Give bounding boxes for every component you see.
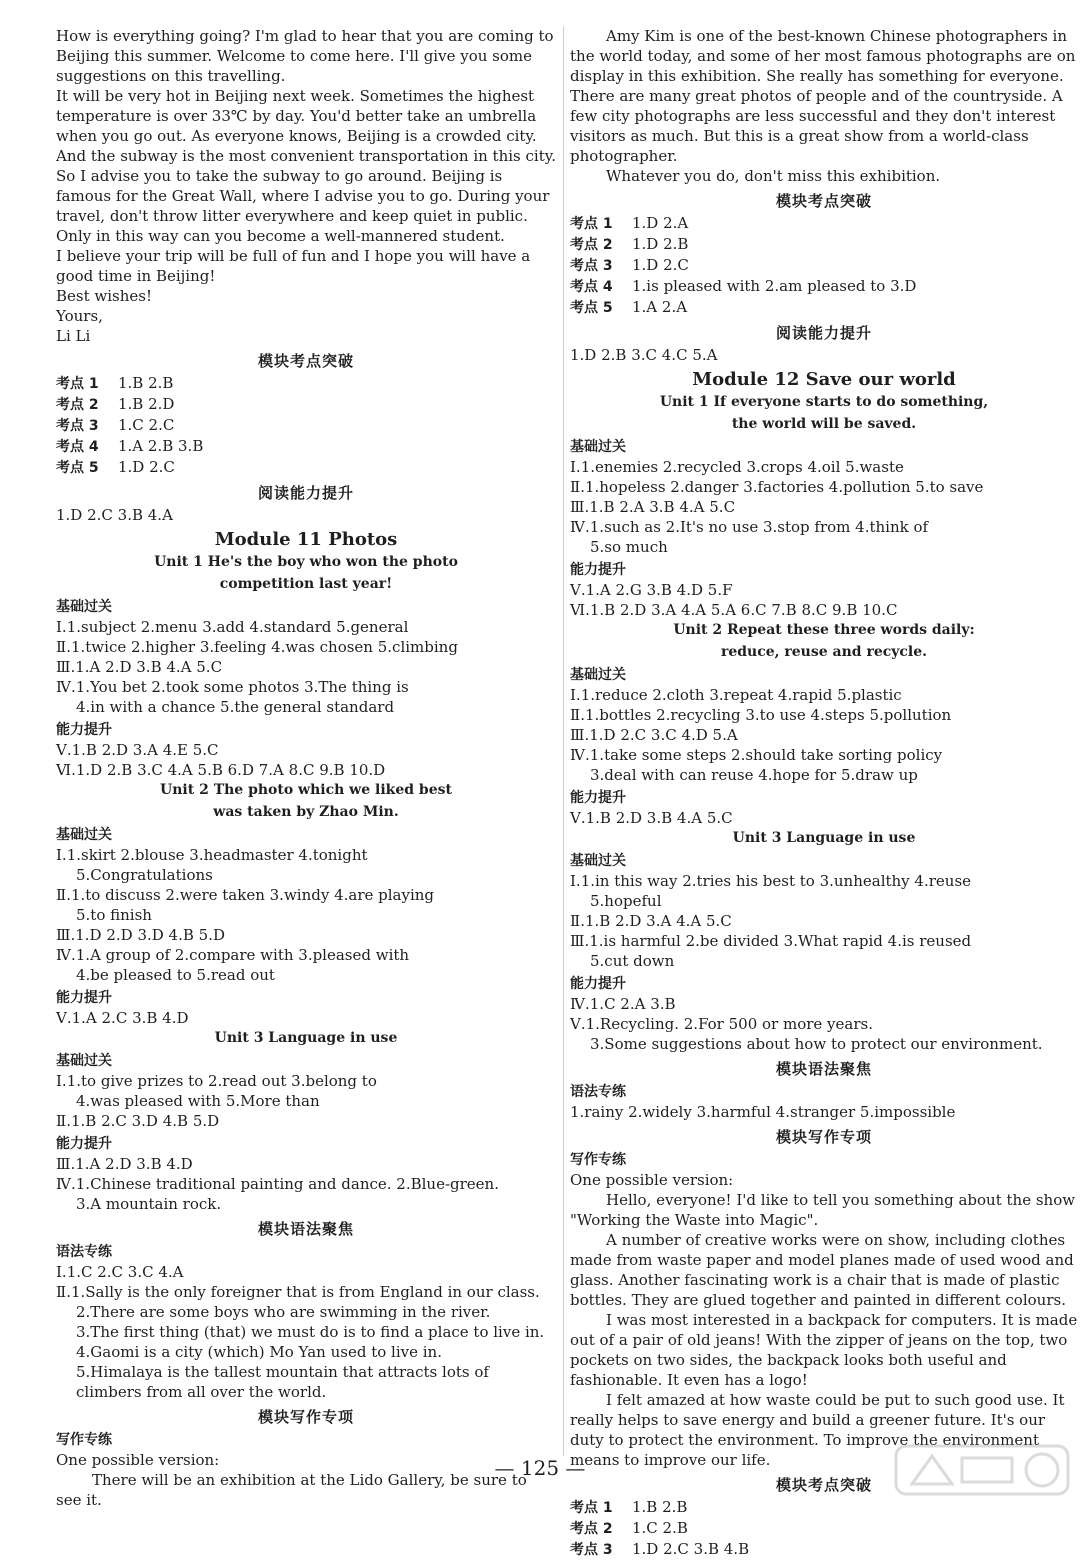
kaodian-label: 考点 1 bbox=[570, 1500, 613, 1516]
answer-line: 5.so much bbox=[590, 538, 668, 556]
unit-title: reduce, reuse and recycle. bbox=[720, 644, 928, 660]
kaodian-answers: 1.D 2.A bbox=[632, 214, 689, 232]
section-title: 模块考点突破 bbox=[257, 352, 354, 370]
answer-line: 4.be pleased to 5.read out bbox=[76, 966, 275, 984]
reading-answers: 1.D 2.B 3.C 4.C 5.A bbox=[570, 346, 718, 364]
answer-line: Ⅱ.1.Sally is the only foreigner that is from England in our class. bbox=[56, 1283, 540, 1301]
subsection-title: 语法专练 bbox=[56, 1244, 112, 1260]
kaodian-answers: 1.A 2.A bbox=[632, 298, 688, 316]
answer-line: Ⅴ.1.Recycling. 2.For 500 or more years. bbox=[570, 1015, 873, 1033]
answer-line: 5.to finish bbox=[76, 906, 152, 924]
answer-line: Ⅴ.1.B 2.D 3.A 4.E 5.C bbox=[56, 741, 219, 759]
writing-intro: One possible version: bbox=[56, 1451, 220, 1469]
answer-line: 1.rainy 2.widely 3.harmful 4.stranger 5.impossible bbox=[570, 1103, 956, 1121]
kaodian-answers: 1.D 2.B bbox=[632, 235, 689, 253]
kaodian-label: 考点 1 bbox=[56, 376, 99, 392]
unit-title: the world will be saved. bbox=[731, 416, 917, 432]
section-title: 模块语法聚焦 bbox=[257, 1220, 354, 1238]
answer-line: 4.in with a chance 5.the general standard bbox=[76, 698, 395, 716]
writing-paragraph: I felt amazed at how waste could be put to such good use. It really helps to save energy and build a greener future. It's our duty to protect the environment. To improve the environment means to improve our life. bbox=[570, 1391, 1065, 1469]
answer-line: Ⅰ.1.C 2.C 3.C 4.A bbox=[56, 1263, 184, 1281]
writing-paragraph: I was most interested in a backpack for computers. It is made out of a pair of old jeans! With the zipper of jeans on the top, two pockets on two sides, the backpack looks both useful and fashionable. It even has a logo! bbox=[570, 1311, 1078, 1389]
kaodian-row bbox=[570, 1539, 1078, 1560]
subsection-title: 基础过关 bbox=[570, 439, 626, 455]
answer-line: Ⅰ.1.subject 2.menu 3.add 4.standard 5.general bbox=[56, 618, 409, 636]
kaodian-row bbox=[570, 276, 1078, 297]
kaodian-label: 考点 2 bbox=[570, 237, 613, 253]
subsection-title: 语法专练 bbox=[570, 1084, 626, 1100]
subsection-title: 能力提升 bbox=[56, 990, 112, 1006]
kaodian-row bbox=[56, 457, 556, 478]
answer-line: Ⅰ.1.to give prizes to 2.read out 3.belong to bbox=[56, 1072, 377, 1090]
kaodian-label: 考点 4 bbox=[570, 279, 613, 295]
answer-line: Ⅳ.1.take some steps 2.should take sorting policy bbox=[570, 746, 943, 764]
letter-paragraph: It will be very hot in Beijing next week. Sometimes the highest temperature is over 33℃ by day. You'd better take an umbrella when you go out. As everyone knows, Beijing is a crowded city. And the subway is the most convenient transportation in this city. So I advise you to take the subway to go around. Beijing is famous for the Great Wall, where I advise you to go. During your travel, don't throw litter everywhere and keep quiet in public. Only in this way can you become a well-mannered student. bbox=[56, 87, 556, 245]
answer-line: Ⅳ.1.You bet 2.took some photos 3.The thing is bbox=[56, 678, 409, 696]
kaodian-row bbox=[56, 436, 556, 457]
letter-paragraph: I believe your trip will be full of fun and I hope you will have a good time in Beijing! bbox=[56, 247, 531, 285]
answer-line: 2.There are some boys who are swimming in the river. bbox=[76, 1303, 491, 1321]
writing-paragraph: There will be an exhibition at the Lido Gallery, be sure to see it. bbox=[56, 1471, 527, 1509]
answer-line: Ⅰ.1.in this way 2.tries his best to 3.unhealthy 4.reuse bbox=[570, 872, 972, 890]
answer-line: Ⅴ.1.B 2.D 3.B 4.A 5.C bbox=[570, 809, 733, 827]
essay-paragraph: Whatever you do, don't miss this exhibition. bbox=[606, 167, 941, 185]
essay-paragraph: Amy Kim is one of the best-known Chinese photographers in the world today, and some of her most famous photographs are on display in this exhibition. She really has something for everyone. There are many great photos of people and of the countryside. A few city photographs are less successful and they don't interest visitors as much. But this is a great show from a world-class photographer. bbox=[570, 27, 1076, 165]
subsection-title: 基础过关 bbox=[56, 1053, 112, 1069]
kaodian-label: 考点 5 bbox=[56, 460, 99, 476]
kaodian-label: 考点 5 bbox=[570, 300, 613, 316]
writing-paragraph: Hello, everyone! I'd like to tell you something about the show "Working the Waste into Magic". bbox=[570, 1191, 1076, 1229]
kaodian-label: 考点 2 bbox=[56, 397, 99, 413]
letter-signature: Li Li bbox=[56, 327, 91, 345]
letter-paragraph: How is everything going? I'm glad to hear that you are coming to Beijing this summer. Welcome to come here. I'll give you some suggestions on this travelling. bbox=[56, 27, 554, 85]
unit-title: Unit 1 He's the boy who won the photo bbox=[154, 554, 458, 570]
subsection-title: 能力提升 bbox=[570, 976, 626, 992]
column-divider bbox=[563, 26, 564, 1456]
answer-line: Ⅳ.1.A group of 2.compare with 3.pleased with bbox=[56, 946, 410, 964]
subsection-title: 基础过关 bbox=[56, 827, 112, 843]
answer-line: Ⅰ.1.skirt 2.blouse 3.headmaster 4.tonight bbox=[56, 846, 368, 864]
answer-line: Ⅰ.1.reduce 2.cloth 3.repeat 4.rapid 5.plastic bbox=[570, 686, 902, 704]
section-title: 阅读能力提升 bbox=[775, 324, 872, 342]
kaodian-row bbox=[570, 1497, 1078, 1518]
subsection-title: 能力提升 bbox=[570, 562, 626, 578]
answer-line: 3.Some suggestions about how to protect our environment. bbox=[590, 1035, 1043, 1053]
unit-title: Unit 2 The photo which we liked best bbox=[160, 782, 452, 798]
subsection-title: 基础过关 bbox=[570, 667, 626, 683]
answer-line: Ⅲ.1.B 2.A 3.B 4.A 5.C bbox=[570, 498, 736, 516]
answer-line: Ⅲ.1.A 2.D 3.B 4.D bbox=[56, 1155, 193, 1173]
kaodian-label: 考点 3 bbox=[56, 418, 99, 434]
answer-line: Ⅴ.1.A 2.G 3.B 4.D 5.F bbox=[570, 581, 733, 599]
kaodian-row bbox=[570, 297, 1078, 318]
answer-line: Ⅴ.1.A 2.C 3.B 4.D bbox=[56, 1009, 189, 1027]
answer-line: Ⅵ.1.D 2.B 3.C 4.A 5.B 6.D 7.A 8.C 9.B 10.D bbox=[56, 761, 386, 779]
answer-line: Ⅳ.1.C 2.A 3.B bbox=[570, 995, 676, 1013]
answer-line: Ⅱ.1.B 2.D 3.A 4.A 5.C bbox=[570, 912, 732, 930]
answer-line: 3.The first thing (that) we must do is to find a place to live in. bbox=[76, 1323, 545, 1341]
answer-line: 5.hopeful bbox=[590, 892, 662, 910]
left-column bbox=[56, 26, 556, 1510]
answer-line: Ⅲ.1.is harmful 2.be divided 3.What rapid 4.is reused bbox=[570, 932, 972, 950]
kaodian-row bbox=[570, 213, 1078, 234]
kaodian-row bbox=[570, 234, 1078, 255]
letter-closing: Yours, bbox=[56, 307, 103, 325]
page-number: — 125 — bbox=[494, 1456, 586, 1480]
kaodian-label: 考点 2 bbox=[570, 1521, 613, 1537]
section-title: 阅读能力提升 bbox=[257, 484, 354, 502]
kaodian-row bbox=[56, 415, 556, 436]
kaodian-row bbox=[56, 394, 556, 415]
subsection-title: 基础过关 bbox=[56, 599, 112, 615]
kaodian-answers: 1.B 2.B bbox=[632, 1498, 688, 1516]
right-column bbox=[570, 26, 1078, 1560]
unit-title: Unit 3 Language in use bbox=[214, 1030, 398, 1046]
unit-title: competition last year! bbox=[219, 576, 393, 592]
unit-title: Unit 1 If everyone starts to do something, bbox=[659, 394, 989, 410]
answer-line: Ⅱ.1.twice 2.higher 3.feeling 4.was chosen 5.climbing bbox=[56, 638, 458, 656]
kaodian-answers: 1.is pleased with 2.am pleased to 3.D bbox=[632, 277, 917, 295]
answer-line: 5.Himalaya is the tallest mountain that attracts lots of climbers from all over the world. bbox=[76, 1363, 489, 1401]
section-title: 模块考点突破 bbox=[775, 192, 872, 210]
subsection-title: 能力提升 bbox=[56, 722, 112, 738]
subsection-title: 能力提升 bbox=[570, 790, 626, 806]
kaodian-answers: 1.C 2.C bbox=[118, 416, 175, 434]
answer-line: Ⅲ.1.A 2.D 3.B 4.A 5.C bbox=[56, 658, 223, 676]
answer-line: Ⅱ.1.B 2.C 3.D 4.B 5.D bbox=[56, 1112, 220, 1130]
answer-line: Ⅰ.1.enemies 2.recycled 3.crops 4.oil 5.waste bbox=[570, 458, 904, 476]
kaodian-answers: 1.D 2.C bbox=[632, 256, 689, 274]
answer-line: Ⅵ.1.B 2.D 3.A 4.A 5.A 6.C 7.B 8.C 9.B 10.C bbox=[570, 601, 898, 619]
subsection-title: 写作专练 bbox=[56, 1432, 112, 1448]
unit-title: Unit 2 Repeat these three words daily: bbox=[673, 622, 975, 638]
letter-closing: Best wishes! bbox=[56, 287, 152, 305]
kaodian-label: 考点 3 bbox=[570, 258, 613, 274]
kaodian-label: 考点 3 bbox=[570, 1542, 613, 1558]
writing-intro: One possible version: bbox=[570, 1171, 734, 1189]
answer-line: Ⅱ.1.to discuss 2.were taken 3.windy 4.are playing bbox=[56, 886, 435, 904]
answer-line: 5.cut down bbox=[590, 952, 675, 970]
unit-title: Unit 3 Language in use bbox=[732, 830, 916, 846]
answer-line: Ⅱ.1.hopeless 2.danger 3.factories 4.pollution 5.to save bbox=[570, 478, 984, 496]
answer-line: Ⅱ.1.bottles 2.recycling 3.to use 4.steps 5.pollution bbox=[570, 706, 952, 724]
kaodian-label: 考点 1 bbox=[570, 216, 613, 232]
section-title: 模块写作专项 bbox=[257, 1408, 354, 1426]
subsection-title: 基础过关 bbox=[570, 853, 626, 869]
answer-line: Ⅳ.1.Chinese traditional painting and dance. 2.Blue-green. bbox=[56, 1175, 499, 1193]
writing-paragraph: A number of creative works were on show, including clothes made from waste paper and model planes made of used wood and glass. Another fascinating work is a chair that is made of plastic bottles. They are glued together and painted in different colours. bbox=[570, 1231, 1074, 1309]
answer-line: 4.Gaomi is a city (which) Mo Yan used to live in. bbox=[76, 1343, 442, 1361]
answer-line: 5.Congratulations bbox=[76, 866, 213, 884]
kaodian-answers: 1.D 2.C 3.B 4.B bbox=[632, 1540, 750, 1558]
answer-line: 4.was pleased with 5.More than bbox=[76, 1092, 320, 1110]
kaodian-answers: 1.A 2.B 3.B bbox=[118, 437, 204, 455]
reading-answers: 1.D 2.C 3.B 4.A bbox=[56, 506, 173, 524]
kaodian-row bbox=[570, 255, 1078, 276]
kaodian-answers: 1.B 2.D bbox=[118, 395, 175, 413]
kaodian-row bbox=[570, 1518, 1078, 1539]
kaodian-row bbox=[56, 373, 556, 394]
answer-line: 3.A mountain rock. bbox=[76, 1195, 222, 1213]
answer-line: Ⅳ.1.such as 2.It's no use 3.stop from 4.think of bbox=[570, 518, 929, 536]
answer-line: Ⅲ.1.D 2.C 3.C 4.D 5.A bbox=[570, 726, 738, 744]
kaodian-answers: 1.D 2.C bbox=[118, 458, 175, 476]
unit-title: was taken by Zhao Min. bbox=[213, 804, 399, 820]
module-title: Module 11 Photos bbox=[214, 529, 398, 550]
module-title: Module 12 Save our world bbox=[692, 369, 956, 390]
answer-line: Ⅲ.1.D 2.D 3.D 4.B 5.D bbox=[56, 926, 225, 944]
answer-line: 3.deal with can reuse 4.hope for 5.draw up bbox=[590, 766, 918, 784]
subsection-title: 写作专练 bbox=[570, 1152, 626, 1168]
watermark-logo-icon bbox=[892, 1440, 1072, 1500]
section-title: 模块语法聚焦 bbox=[775, 1060, 872, 1078]
kaodian-label: 考点 4 bbox=[56, 439, 99, 455]
kaodian-answers: 1.B 2.B bbox=[118, 374, 174, 392]
kaodian-answers: 1.C 2.B bbox=[632, 1519, 688, 1537]
section-title: 模块写作专项 bbox=[775, 1128, 872, 1146]
subsection-title: 能力提升 bbox=[56, 1136, 112, 1152]
section-title: 模块考点突破 bbox=[775, 1476, 872, 1494]
